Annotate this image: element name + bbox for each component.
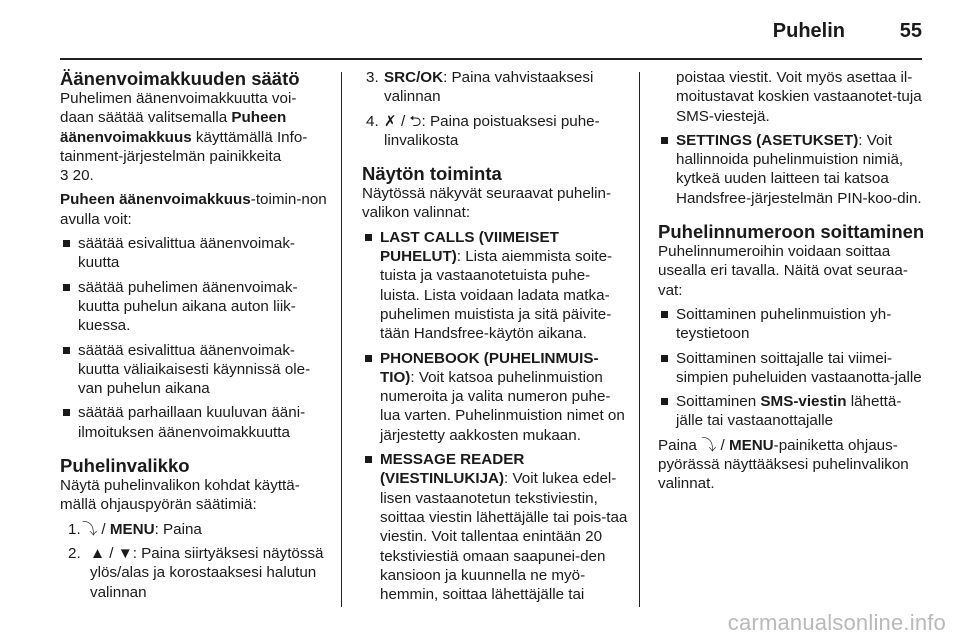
bullet-icon [63,347,70,354]
paragraph: poistaa viestit. Voit myös asettaa il-moitustavat koskien vastaanotet-tuja SMS-viestejä. [676,69,922,125]
list-item: 1. ⤵ / MENU: Paina [68,520,202,538]
paragraph: Paina ⤵ / MENU-painiketta ohjaus-pyörässä näyttääksesi puhelinvalikon valinnat. [658,436,909,493]
header-rule [60,58,922,60]
paragraph: Näytä puhelinvalikon kohdat käyttä-mällä ohjauspyörän säätimiä: [60,477,300,514]
column-1 [60,68,330,607]
watermark: carmanualsonline.info [727,610,946,635]
list-item: PHONEBOOK (PUHELINMUIS-TIO): Voit katsoa puhelinmuistion numeroita ja valita numeron puhe-lua varten. Puhelinmuistion nimet on järjestetty aakkosten mukaan. [362,349,628,445]
section-heading: Puhelinvalikko [60,455,190,477]
list-item: säätää esivalittua äänenvoimak-kuutta [60,234,330,273]
page-title: Puhelin [772,20,845,42]
bullet-icon [661,137,668,144]
phone-call-icon: ⤵ [82,520,98,538]
bullet-icon [661,398,668,405]
bullet-icon [63,409,70,416]
column-3 [658,68,926,499]
bullet-icon [365,234,372,241]
section-heading: Äänenvoimakkuuden säätö [60,68,300,89]
page-number: 55 [899,20,922,42]
bullet-icon [661,311,668,318]
list-item: MESSAGE READER (VIESTINLUKIJA): Voit lukea edel-lisen vastaanotetun tekstiviestin, soittaa viestin lähettäjälle tai pois-taa viestin. Voit tallentaa enintään 20 tekstiviestiä omaan saapunei-den kansioon ja kuunnella ne myö-hemmin, soittaa lähettäjälle tai [362,450,628,604]
paragraph: Puhelinnumeroihin voidaan soittaa usealla eri tavalla. Näitä ovat seuraa-vat: [658,243,908,299]
list-item: Soittaminen SMS-viestin lähettä-jälle tai vastaanottajalle [658,392,926,431]
bullet-icon [365,355,372,362]
page-header [0,0,960,60]
list-item: LAST CALLS (VIIMEISET PUHELUT): Lista aiemmista soite-tuista ja vastaanotetuista puhe-luista. Lista voidaan ladata matka-puhelimen muistista ja sitä päivite-tään Handsfree-käytön aikana. [362,228,628,344]
bullet-icon [63,240,70,247]
bullet-icon [63,284,70,291]
paragraph: Puhelimen äänenvoimakkuutta voi-daan säätää valitsemalla Puheen äänenvoimakkuus käyttämällä Info-tainment-järjestelmän painikkeita 3 20. [60,90,308,185]
column-divider [639,72,640,607]
paragraph: Puheen äänenvoimakkuus-toimin-non avulla voit: [60,191,327,228]
phone-call-icon: ⤵ [701,436,717,454]
list-item: Soittaminen puhelinmuistion yh-teystietoon [658,305,926,344]
bullet-icon [661,355,668,362]
column-2 [362,68,628,609]
page-reference-link[interactable]: 3 20. [60,167,94,185]
section-heading: Näytön toiminta [362,163,502,185]
list-item: 3. SRC/OK: Paina vahvistaaksesi valinnan [366,69,594,106]
list-item: säätää parhaillaan kuuluvan ääni-ilmoituksen äänenvoimakkuutta [60,403,330,442]
list-item: Soittaminen soittajalle tai viimei-simpien puheluiden vastaanotta-jalle [658,349,926,388]
list-item: SETTINGS (ASETUKSET): Voit hallinnoida puhelinmuistion nimiä, kytkeä uuden laitteen tai katsoa Handsfree-järjestelmän PIN-koo-din. [658,131,926,208]
list-item: säätää esivalittua äänenvoimak-kuutta väliaikaisesti käynnissä ole-van puhelun aikana [60,341,330,399]
list-item: 4. ✗ / ⮌: Paina poistuaksesi puhe-linvalikosta [366,112,600,149]
bullet-icon [365,456,372,463]
list-item: 2. ▲ / ▼: Paina siirtyäksesi näytössä ylös/alas ja korostaaksesi halutun valinnan [68,544,324,601]
column-divider [341,72,342,607]
list-item: säätää puhelimen äänenvoimak-kuutta puhelun aikana auton liik-kuessa. [60,278,330,336]
paragraph: Näytössä näkyvät seuraavat puhelin-valikon valinnat: [362,185,612,222]
section-heading: Puhelinnumeroon soittaminen [658,221,925,243]
